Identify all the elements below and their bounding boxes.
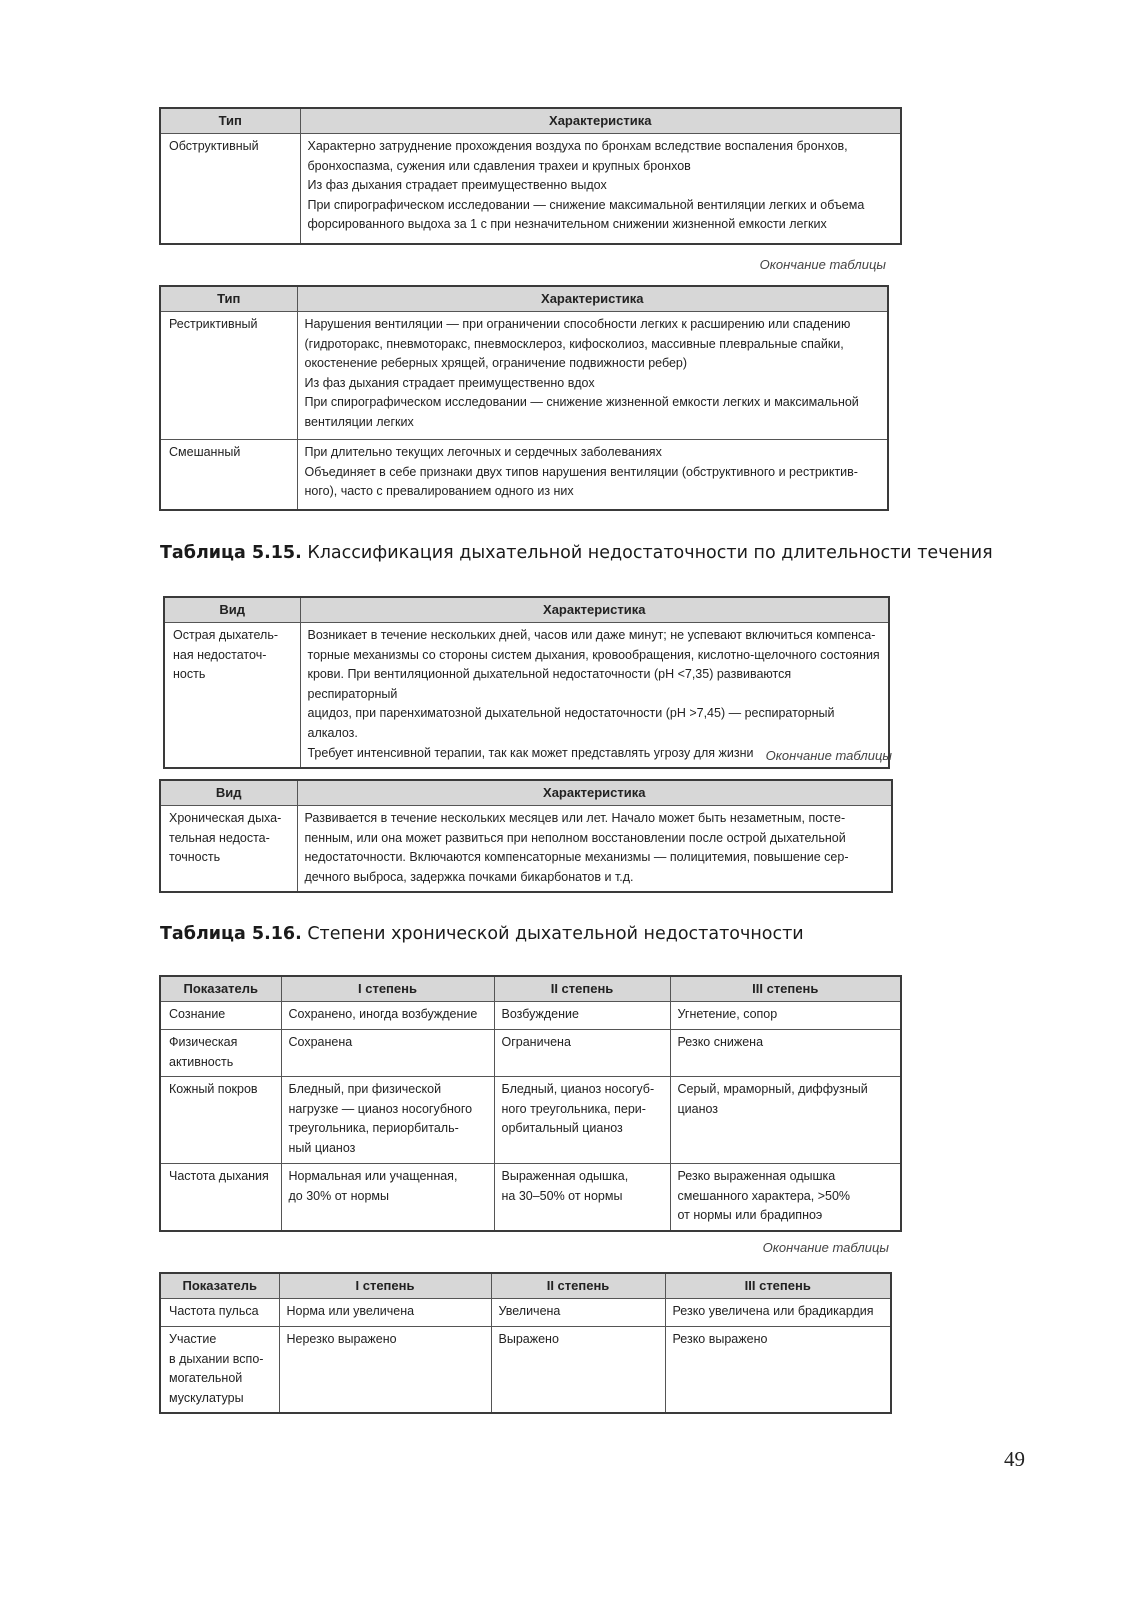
table-cell: Бледный, цианоз носогуб- ного треугольника, пери- орбитальный цианоз <box>494 1077 670 1164</box>
column-header: Характеристика <box>300 597 889 623</box>
table-cell: Хроническая дыха- тельная недоста- точность <box>160 806 297 893</box>
column-header: Вид <box>164 597 300 623</box>
table-cell: Участие в дыхании вспо- могательной мускулатуры <box>160 1327 279 1414</box>
table-cell: Сохранено, иногда возбуждение <box>281 1002 494 1030</box>
continuation-label: Окончание таблицы <box>762 1240 889 1255</box>
table-cell: Сознание <box>160 1002 281 1030</box>
column-header: Характеристика <box>297 286 888 312</box>
table-duration-part2 <box>159 779 893 893</box>
table-cell: Выражено <box>491 1327 665 1414</box>
table-cell: Нарушения вентиляции — при ограничении способности легких к расширению или спадению (гидроторакс, пневмоторакс, пневмосклероз, кифосколиоз, массивные плевральные спайки, окостенение реберных хрящей, ограничение подвижности ребер) Из фаз дыхания страдает преимущественно вдох При спирографическом исследовании — снижение жизненной емкости легких и максимальной вентиляции легких <box>297 312 888 440</box>
table-row <box>160 312 888 440</box>
column-header: Тип <box>160 108 300 134</box>
table-row <box>160 1030 901 1077</box>
table-number: Таблица 5.15. <box>160 543 302 563</box>
table-row <box>160 1327 891 1414</box>
table-cell: Обструктивный <box>160 134 300 244</box>
table-cell: Развивается в течение нескольких месяцев или лет. Начало может быть незаметным, посте- пенным, или она может развиться при неполном восстановлении после острой дыхательной недостаточности. Включаются компенсаторные механизмы — полицитемия, повышение сер- дечного выброса, задержка почками бикарбонатов и т.д. <box>297 806 892 893</box>
column-header: Показатель <box>160 1273 279 1299</box>
table <box>159 779 893 893</box>
table-cell: Острая дыхатель- ная недостаточ- ность <box>164 623 300 769</box>
table-title: Классификация дыхательной недостаточности по длительности течения <box>301 543 993 563</box>
table-degrees-part2 <box>159 1272 892 1414</box>
continuation-label: Окончание таблицы <box>765 748 892 763</box>
table-cell: Нормальная или учащенная, до 30% от нормы <box>281 1164 494 1231</box>
column-header: II степень <box>494 976 670 1002</box>
column-header: Характеристика <box>297 780 892 806</box>
column-header: Показатель <box>160 976 281 1002</box>
table-header-row <box>164 597 889 623</box>
table-ventilation-types-part1 <box>159 107 902 245</box>
table <box>159 1272 892 1414</box>
table-row <box>160 1299 891 1327</box>
table-cell: Ограничена <box>494 1030 670 1077</box>
table-cell: Возникает в течение нескольких дней, часов или даже минут; не успевают включиться компенса- торные механизмы со стороны систем дыхания, кровообращения, кислотно-щелочного состояния крови. При вентиляционной дыхательной недостаточности (pH <7,35) развиваются респираторный ацидоз, при паренхиматозной дыхательной недостаточности (pH >7,45) — респираторный алкалоз. Требует интенсивной терапии, так как может представлять угрозу для жизни <box>300 623 889 769</box>
table-row <box>160 806 892 893</box>
continuation-label: Окончание таблицы <box>759 257 886 272</box>
table-cell: Резко снижена <box>670 1030 901 1077</box>
table-cell: Рестриктивный <box>160 312 297 440</box>
column-header: Тип <box>160 286 297 312</box>
table-cell: Физическая активность <box>160 1030 281 1077</box>
table-row <box>160 440 888 510</box>
table-cell: Кожный покров <box>160 1077 281 1164</box>
column-header: I степень <box>281 976 494 1002</box>
column-header: III степень <box>670 976 901 1002</box>
table-title: Степени хронической дыхательной недостаточности <box>301 924 804 944</box>
table-header-row <box>160 1273 891 1299</box>
table-cell: При длительно текущих легочных и сердечных заболеваниях Объединяет в себе признаки двух типов нарушения вентиляции (обструктивного и рестриктив- ного), часто с превалированием одного из них <box>297 440 888 510</box>
table-cell: Угнетение, сопор <box>670 1002 901 1030</box>
table-duration-part1 <box>163 596 890 769</box>
table-cell: Смешанный <box>160 440 297 510</box>
table-row <box>160 1077 901 1164</box>
table-cell: Бледный, при физической нагрузке — цианоз носогубного треугольника, периорбиталь- ный цианоз <box>281 1077 494 1164</box>
table-caption <box>160 924 804 944</box>
table <box>159 975 902 1232</box>
table-number: Таблица 5.16. <box>160 924 302 944</box>
column-header: I степень <box>279 1273 491 1299</box>
table-cell: Норма или увеличена <box>279 1299 491 1327</box>
table-cell: Нерезко выражено <box>279 1327 491 1414</box>
table-caption <box>160 543 993 563</box>
table-row <box>160 1164 901 1231</box>
column-header: Характеристика <box>300 108 901 134</box>
column-header: III степень <box>665 1273 891 1299</box>
table-row <box>164 623 889 769</box>
table-row <box>160 134 901 244</box>
table-cell: Серый, мраморный, диффузный цианоз <box>670 1077 901 1164</box>
table-header-row <box>160 286 888 312</box>
table-cell: Резко выражено <box>665 1327 891 1414</box>
table-ventilation-types-part2 <box>159 285 889 511</box>
table-cell: Резко выраженная одышка смешанного характера, >50% от нормы или брадипноэ <box>670 1164 901 1231</box>
table <box>159 107 902 245</box>
table-row <box>160 1002 901 1030</box>
table <box>163 596 890 769</box>
table <box>159 285 889 511</box>
table-header-row <box>160 108 901 134</box>
page-number: 49 <box>1004 1447 1025 1471</box>
table-cell: Частота пульса <box>160 1299 279 1327</box>
table-cell: Частота дыхания <box>160 1164 281 1231</box>
table-header-row <box>160 976 901 1002</box>
column-header: Вид <box>160 780 297 806</box>
table-header-row <box>160 780 892 806</box>
column-header: II степень <box>491 1273 665 1299</box>
table-cell: Выраженная одышка, на 30–50% от нормы <box>494 1164 670 1231</box>
table-cell: Сохранена <box>281 1030 494 1077</box>
table-degrees-part1 <box>159 975 902 1232</box>
table-cell: Увеличена <box>491 1299 665 1327</box>
table-cell: Характерно затруднение прохождения воздуха по бронхам вследствие воспаления бронхов, бронхоспазма, сужения или сдавления трахеи и крупных бронхов Из фаз дыхания страдает преимущественно выдох При спирографическом исследовании — снижение максимальной вентиляции легких и объема форсированного выдоха за 1 с при незначительном снижении жизненной емкости легких <box>300 134 901 244</box>
table-cell: Возбуждение <box>494 1002 670 1030</box>
table-cell: Резко увеличена или брадикардия <box>665 1299 891 1327</box>
